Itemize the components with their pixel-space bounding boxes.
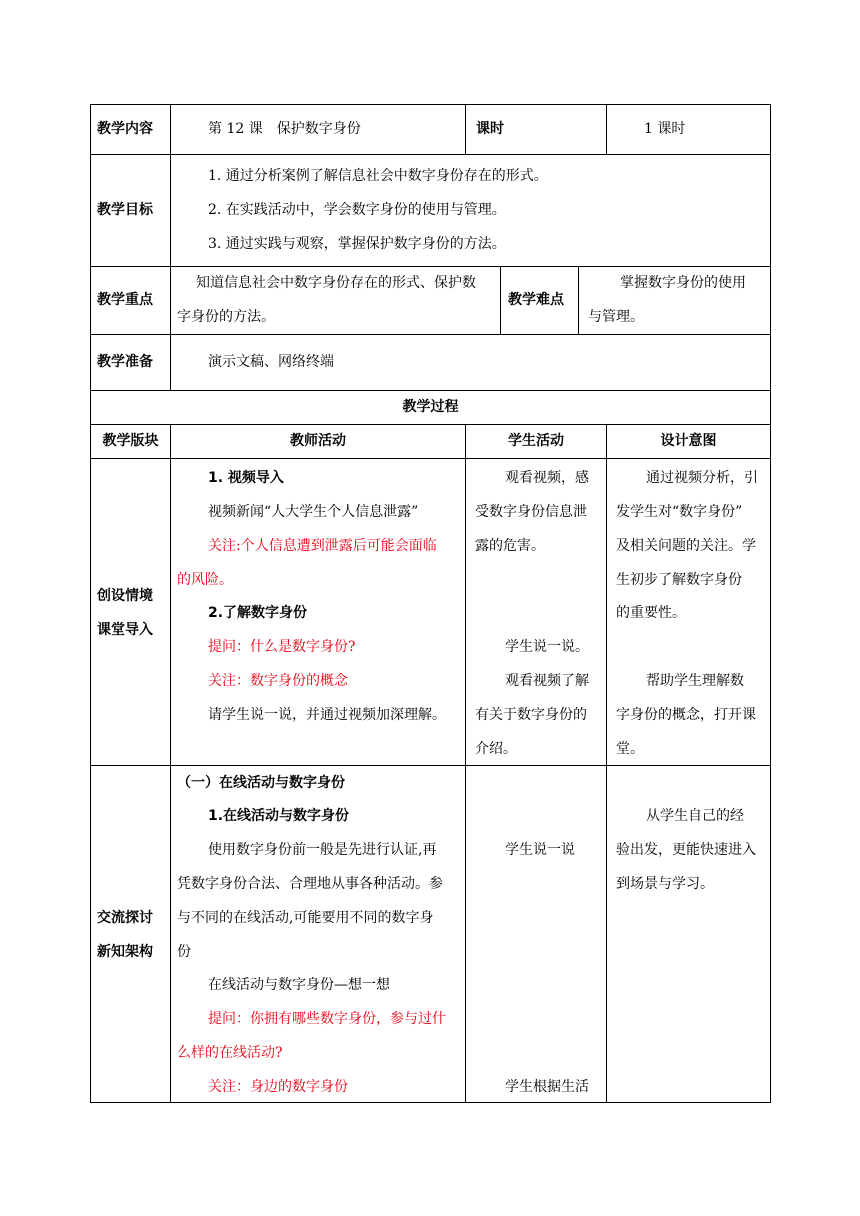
period-value: 1 课时 bbox=[644, 121, 686, 137]
difficulty-line: 掌握数字身份的使用 bbox=[620, 275, 746, 291]
process-title: 教学过程 bbox=[402, 399, 459, 415]
column-header: 教师活动 bbox=[290, 433, 346, 449]
teacher-note: 的风险。 bbox=[177, 572, 233, 588]
teacher-line: 在线活动与数字身份—想一想 bbox=[208, 977, 390, 993]
teacher-line: 与不同的在线活动,可能要用不同的数字身 bbox=[177, 910, 434, 926]
design-intent: 帮助学生理解数 bbox=[646, 673, 744, 689]
teacher-line: 份 bbox=[177, 944, 191, 960]
teacher-question: 提问：什么是数字身份? bbox=[208, 639, 356, 655]
design-intent: 及相关问题的关注。学 bbox=[616, 538, 756, 554]
student-activity: 有关于数字身份的 bbox=[475, 707, 587, 723]
design-intent: 通过视频分析，引 bbox=[646, 470, 758, 486]
teacher-line: 使用数字身份前一般是先进行认证,再 bbox=[208, 842, 437, 858]
design-intent: 从学生自己的经 bbox=[646, 808, 744, 824]
teacher-line: 凭数字身份合法、合理地从事各种活动。参 bbox=[177, 876, 443, 892]
period-label: 课时 bbox=[476, 121, 504, 137]
student-activity: 受数字身份信息泄 bbox=[475, 504, 587, 520]
design-intent: 的重要性。 bbox=[616, 605, 686, 621]
key-points-label: 教学重点 bbox=[97, 292, 153, 308]
key-points-line: 知道信息社会中数字身份存在的形式、保护数 bbox=[196, 275, 476, 291]
design-intent: 生初步了解数字身份 bbox=[616, 572, 742, 588]
design-intent: 验出发，更能快速进入 bbox=[616, 842, 756, 858]
teacher-question: 么样的在线活动? bbox=[177, 1045, 283, 1061]
teacher-note: 关注：数字身份的概念 bbox=[208, 673, 348, 689]
student-activity: 学生说一说。 bbox=[505, 639, 589, 655]
section-label: 交流探讨 bbox=[97, 910, 153, 926]
column-header: 学生活动 bbox=[508, 433, 564, 449]
column-header: 教学版块 bbox=[102, 433, 159, 449]
student-activity: 学生根据生活 bbox=[505, 1079, 589, 1095]
teacher-heading: （一）在线活动与数字身份 bbox=[177, 775, 345, 791]
objective-item: 3. 通过实践与观察，掌握保护数字身份的方法。 bbox=[208, 236, 506, 252]
column-header: 设计意图 bbox=[660, 433, 717, 449]
design-intent: 到场景与学习。 bbox=[616, 876, 714, 892]
design-intent: 字身份的概念，打开课 bbox=[616, 707, 756, 723]
student-activity: 观看视频了解 bbox=[505, 673, 589, 689]
preparation-label: 教学准备 bbox=[97, 354, 153, 370]
teacher-heading: 1.在线活动与数字身份 bbox=[208, 808, 350, 824]
teacher-line: 视频新闻“人大学生个人信息泄露” bbox=[208, 504, 419, 520]
section-label: 课堂导入 bbox=[97, 622, 153, 638]
teacher-line: 请学生说一说，并通过视频加深理解。 bbox=[208, 707, 446, 723]
student-activity: 学生说一说 bbox=[505, 842, 575, 858]
teacher-question: 提问：你拥有哪些数字身份，参与过什 bbox=[208, 1011, 446, 1027]
content-label: 教学内容 bbox=[97, 121, 153, 137]
student-activity: 观看视频，感 bbox=[505, 470, 589, 486]
section-label: 新知架构 bbox=[97, 944, 153, 960]
preparation-value: 演示文稿、网络终端 bbox=[208, 354, 334, 370]
teacher-note: 关注:个人信息遭到泄露后可能会面临 bbox=[208, 538, 437, 554]
teacher-heading: 2.了解数字身份 bbox=[208, 605, 308, 621]
teacher-note: 关注：身边的数字身份 bbox=[208, 1079, 348, 1095]
content-value: 第 12 课 保护数字身份 bbox=[208, 121, 361, 137]
difficulty-line: 与管理。 bbox=[588, 309, 644, 325]
key-points-line: 字身份的方法。 bbox=[177, 309, 275, 325]
objective-item: 2. 在实践活动中，学会数字身份的使用与管理。 bbox=[208, 202, 506, 218]
objective-item: 1. 通过分析案例了解信息社会中数字身份存在的形式。 bbox=[208, 168, 548, 184]
design-intent: 发学生对“数字身份” bbox=[616, 504, 743, 520]
student-activity: 介绍。 bbox=[475, 741, 517, 757]
design-intent: 堂。 bbox=[616, 741, 644, 757]
teacher-heading: 1. 视频导入 bbox=[208, 470, 284, 486]
objectives-label: 教学目标 bbox=[97, 202, 153, 218]
difficulty-label: 教学难点 bbox=[508, 292, 564, 308]
section-label: 创设情境 bbox=[97, 588, 153, 604]
student-activity: 露的危害。 bbox=[475, 538, 545, 554]
